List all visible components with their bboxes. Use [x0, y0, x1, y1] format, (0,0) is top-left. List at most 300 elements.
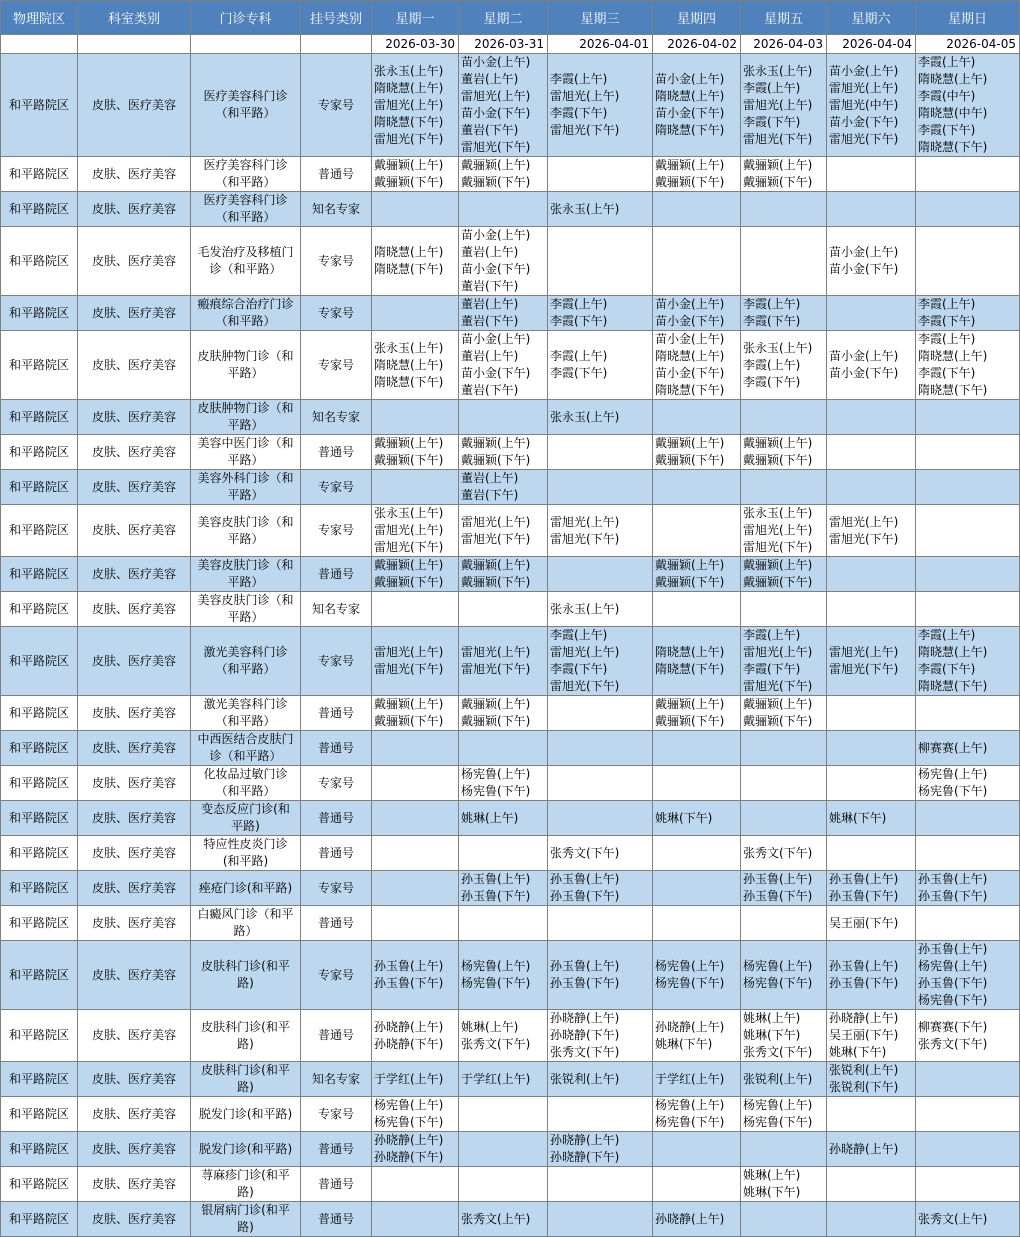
doctor-slot[interactable]: 李霞(下午) — [743, 114, 801, 129]
day-cell — [459, 836, 548, 871]
day-cell — [548, 836, 653, 871]
doctor-slot[interactable]: 张永玉(上午) — [374, 340, 444, 355]
doctor-slot[interactable]: 于学红(上午) — [374, 1071, 444, 1086]
day-cell — [459, 731, 548, 766]
doctor-slot[interactable]: 孙玉鲁(上午) — [550, 959, 620, 973]
doctor-slot[interactable]: 隋晓慧(下午) — [918, 383, 988, 397]
doctor-slot[interactable]: 戴骊颖(上午) — [461, 436, 531, 450]
doctor-slot[interactable]: 于学红(上午) — [461, 1071, 531, 1086]
day-cell — [827, 296, 916, 331]
doctor-slot[interactable]: 李霞(下午) — [550, 662, 608, 676]
specialty-line: 平路） — [227, 610, 264, 624]
doctor-slot[interactable]: 雷旭光(上午) — [461, 645, 531, 659]
doctor-slot[interactable]: 张永玉(上午) — [743, 506, 813, 520]
doctor-slot[interactable]: 雷旭光(上午) — [829, 80, 899, 95]
doctor-slot[interactable]: 董岩(上午) — [461, 349, 519, 363]
doctor-slot[interactable]: 李霞(上午) — [743, 628, 801, 642]
doctor-slot[interactable]: 雷旭光(下午) — [829, 531, 899, 546]
doctor-slot[interactable]: 孙晓静(上午) — [655, 1211, 725, 1226]
day-cell — [653, 331, 741, 400]
doctor-slot[interactable]: 苗小金(上午) — [461, 228, 531, 242]
doctor-slot[interactable]: 苗小金(上午) — [829, 245, 899, 259]
doctor-slot[interactable]: 隋晓慧(中午) — [918, 106, 988, 120]
doctor-slot[interactable]: 隋晓慧(下午) — [374, 262, 444, 276]
specialty-cell — [191, 227, 301, 296]
specialty-line: 诊（和平路） — [209, 262, 282, 276]
doctor-slot[interactable]: 杨宪鲁(上午) — [374, 1098, 444, 1112]
doctor-slot[interactable]: 李霞(下午) — [918, 662, 976, 676]
doctor-slot[interactable]: 张秀文(上午) — [918, 1211, 988, 1226]
dept-cell: 皮肤、医疗美容 — [78, 801, 191, 836]
doctor-slot[interactable]: 孙玉鲁(上午) — [550, 872, 620, 886]
doctor-slot[interactable]: 杨宪鲁(下午) — [743, 1115, 813, 1129]
reg-type-cell: 普通号 — [301, 801, 372, 836]
specialty-line: （和平路） — [215, 714, 276, 728]
doctor-slot[interactable]: 雷旭光(上午) — [829, 645, 899, 659]
doctor-slot[interactable]: 雷旭光(上午) — [550, 514, 620, 529]
doctor-slot[interactable]: 戴骊颖(下午) — [655, 175, 725, 189]
doctor-slot[interactable]: 苗小金(下午) — [655, 106, 725, 120]
doctor-slot[interactable]: 孙玉鲁(下午) — [374, 976, 444, 990]
day-cell — [372, 192, 459, 227]
doctor-slot[interactable]: 戴骊颖(下午) — [374, 175, 444, 189]
doctor-slot[interactable]: 杨宪鲁(下午) — [461, 976, 531, 990]
doctor-slot[interactable]: 孙晓静(下午) — [374, 1036, 444, 1051]
doctor-slot[interactable]: 雷旭光(下午) — [550, 123, 620, 137]
reg-type-cell: 普通号 — [301, 435, 372, 470]
doctor-slot[interactable]: 戴骊颖(下午) — [655, 453, 725, 467]
doctor-slot[interactable]: 李霞(上午) — [743, 80, 801, 95]
doctor-slot[interactable]: 杨宪鲁(下午) — [461, 784, 531, 798]
doctor-slot[interactable]: 戴骊颖(下午) — [461, 575, 531, 589]
doctor-slot[interactable]: 孙晓静(下午) — [550, 1150, 620, 1164]
day-cell — [459, 557, 548, 592]
doctor-slot[interactable]: 李霞(上午) — [550, 72, 608, 86]
day-cell — [741, 1097, 827, 1132]
doctor-slot[interactable]: 雷旭光(上午) — [829, 514, 899, 529]
doctor-slot[interactable]: 杨宪鲁(下午) — [918, 784, 988, 798]
doctor-slot[interactable]: 戴骊颖(下午) — [743, 714, 813, 728]
doctor-slot[interactable]: 戴骊颖(下午) — [461, 714, 531, 728]
doctor-slot[interactable]: 隋晓慧(下午) — [918, 679, 988, 693]
doctor-slot[interactable]: 孙玉鲁(上午) — [829, 959, 899, 973]
dept-cell: 皮肤、医疗美容 — [78, 331, 191, 400]
day-cell — [741, 192, 827, 227]
day-cell — [459, 871, 548, 906]
doctor-slot[interactable]: 戴骊颖(下午) — [374, 575, 444, 589]
doctor-slot[interactable]: 隋晓慧(下午) — [655, 383, 725, 397]
doctor-slot[interactable]: 隋晓慧(上午) — [374, 357, 444, 372]
doctor-slot[interactable]: 张永玉(上午) — [374, 506, 444, 520]
doctor-slot[interactable]: 张永玉(上午) — [550, 601, 620, 616]
day-cell — [827, 731, 916, 766]
doctor-slot[interactable]: 苗小金(上午) — [829, 349, 899, 363]
doctor-slot[interactable]: 董岩(下午) — [461, 488, 519, 502]
doctor-slot[interactable]: 隋晓慧(上午) — [374, 80, 444, 95]
doctor-slot[interactable]: 李霞(上午) — [918, 297, 976, 311]
doctor-slot[interactable]: 孙玉鲁(上午) — [743, 872, 813, 886]
campus-cell: 和平路院区 — [1, 592, 78, 627]
doctor-slot[interactable]: 隋晓慧(上午) — [918, 72, 988, 86]
doctor-slot[interactable]: 雷旭光(中午) — [829, 97, 899, 112]
doctor-slot[interactable]: 雷旭光(下午) — [743, 540, 813, 554]
doctor-slot[interactable]: 隋晓慧(上午) — [655, 349, 725, 363]
doctor-slot[interactable]: 董岩(下午) — [461, 314, 519, 328]
day-cell — [372, 627, 459, 696]
doctor-slot[interactable]: 张秀文(下午) — [550, 1045, 620, 1059]
doctor-slot[interactable]: 苗小金(下午) — [461, 106, 531, 120]
doctor-slot[interactable]: 戴骊颖(下午) — [743, 453, 813, 467]
doctor-slot[interactable]: 董岩(下午) — [461, 123, 519, 137]
doctor-slot[interactable]: 杨宪鲁(下午) — [374, 1115, 444, 1129]
table-row — [1, 941, 1020, 1010]
campus-cell: 和平路院区 — [1, 157, 78, 192]
day-cell — [741, 871, 827, 906]
doctor-slot[interactable]: 孙玉鲁(上午) — [918, 942, 988, 956]
day-cell — [548, 470, 653, 505]
doctor-slot[interactable]: 孙晓静(上午) — [829, 1141, 899, 1156]
day-cell — [653, 871, 741, 906]
doctor-slot[interactable]: 孙玉鲁(下午) — [461, 889, 531, 903]
doctor-slot[interactable]: 张秀文(下午) — [743, 845, 813, 860]
doctor-slot[interactable]: 姚琳(上午) — [743, 1168, 801, 1182]
campus-cell: 和平路院区 — [1, 1132, 78, 1167]
specialty-cell — [191, 871, 301, 906]
doctor-slot[interactable]: 孙玉鲁(下午) — [829, 976, 899, 990]
date-cell-empty — [1, 35, 78, 54]
doctor-slot[interactable]: 雷旭光(下午) — [374, 540, 444, 554]
doctor-slot[interactable]: 戴骊颖(上午) — [655, 558, 725, 572]
doctor-slot[interactable]: 董岩(下午) — [461, 383, 519, 397]
table-row — [1, 766, 1020, 801]
day-cell — [372, 1132, 459, 1167]
doctor-slot[interactable]: 李霞(下午) — [918, 314, 976, 328]
doctor-slot[interactable]: 李霞(下午) — [550, 106, 608, 120]
doctor-slot[interactable]: 李霞(上午) — [918, 332, 976, 346]
day-cell — [916, 296, 1020, 331]
doctor-slot[interactable]: 雷旭光(下午) — [461, 531, 531, 546]
doctor-slot[interactable]: 孙晓静(上午) — [550, 1133, 620, 1147]
doctor-slot[interactable]: 隋晓慧(上午) — [655, 89, 725, 103]
table-row — [1, 801, 1020, 836]
doctor-slot[interactable]: 戴骊颖(上午) — [374, 697, 444, 711]
doctor-slot[interactable]: 戴骊颖(下午) — [461, 453, 531, 467]
doctor-slot[interactable]: 孙玉鲁(上午) — [374, 959, 444, 973]
specialty-cell — [191, 331, 301, 400]
day-cell — [459, 470, 548, 505]
doctor-slot[interactable]: 戴骊颖(下午) — [743, 175, 813, 189]
table-row — [1, 192, 1020, 227]
day-cell — [653, 557, 741, 592]
doctor-slot[interactable]: 戴骊颖(上午) — [743, 158, 813, 172]
doctor-slot[interactable]: 杨宪鲁(下午) — [743, 976, 813, 990]
doctor-slot[interactable]: 杨宪鲁(上午) — [918, 959, 988, 973]
doctor-slot[interactable]: 姚琳(上午) — [461, 810, 519, 825]
day-cell — [548, 435, 653, 470]
doctor-slot[interactable]: 张永玉(上午) — [550, 409, 620, 424]
doctor-slot[interactable]: 姚琳(下午) — [655, 1036, 713, 1051]
doctor-slot[interactable]: 孙玉鲁(下午) — [743, 889, 813, 903]
dept-cell: 皮肤、医疗美容 — [78, 54, 191, 157]
doctor-slot[interactable]: 孙晓静(上午) — [655, 1019, 725, 1034]
doctor-slot[interactable]: 张永玉(上午) — [743, 340, 813, 355]
doctor-slot[interactable]: 苗小金(上午) — [461, 55, 531, 69]
doctor-slot[interactable]: 隋晓慧(上午) — [374, 245, 444, 259]
day-cell — [827, 331, 916, 400]
doctor-slot[interactable]: 戴骊颖(上午) — [743, 697, 813, 711]
doctor-slot[interactable]: 苗小金(下午) — [829, 366, 899, 380]
doctor-slot[interactable]: 隋晓慧(下午) — [655, 662, 725, 676]
doctor-slot[interactable]: 苗小金(下午) — [655, 314, 725, 328]
doctor-slot[interactable]: 雷旭光(下午) — [550, 679, 620, 693]
table-row — [1, 906, 1020, 941]
doctor-slot[interactable]: 隋晓慧(上午) — [918, 645, 988, 659]
doctor-slot[interactable]: 姚琳(下午) — [655, 810, 713, 825]
doctor-slot[interactable]: 隋晓慧(下午) — [918, 140, 988, 154]
specialty-cell — [191, 192, 301, 227]
campus-cell: 和平路院区 — [1, 557, 78, 592]
doctor-slot[interactable]: 张秀文(下午) — [743, 1045, 813, 1059]
doctor-slot[interactable]: 戴骊颖(上午) — [743, 436, 813, 450]
doctor-slot[interactable]: 雷旭光(下午) — [374, 131, 444, 146]
doctor-slot[interactable]: 戴骊颖(上午) — [655, 436, 725, 450]
day-cell — [916, 1097, 1020, 1132]
reg-type-cell: 专家号 — [301, 296, 372, 331]
doctor-slot[interactable]: 戴骊颖(上午) — [655, 697, 725, 711]
doctor-slot[interactable]: 戴骊颖(上午) — [461, 697, 531, 711]
doctor-slot[interactable]: 张永玉(上午) — [743, 63, 813, 78]
doctor-slot[interactable]: 杨宪鲁(下午) — [918, 993, 988, 1007]
doctor-slot[interactable]: 杨宪鲁(上午) — [743, 1098, 813, 1112]
doctor-slot[interactable]: 戴骊颖(上午) — [743, 558, 813, 572]
doctor-slot[interactable]: 雷旭光(下午) — [461, 662, 531, 676]
day-cell — [459, 296, 548, 331]
doctor-slot[interactable]: 李霞(中午) — [918, 89, 976, 103]
doctor-slot[interactable]: 孙晓静(上午) — [374, 1019, 444, 1034]
day-cell — [372, 435, 459, 470]
doctor-slot[interactable]: 张锐利(上午) — [743, 1071, 813, 1086]
doctor-slot[interactable]: 董岩(上午) — [461, 297, 519, 311]
doctor-slot[interactable]: 李霞(下午) — [743, 374, 801, 389]
doctor-slot[interactable]: 姚琳(上午) — [743, 1011, 801, 1025]
doctor-slot[interactable]: 杨宪鲁(上午) — [743, 959, 813, 973]
doctor-slot[interactable]: 苗小金(下午) — [461, 366, 531, 380]
doctor-slot[interactable]: 杨宪鲁(下午) — [655, 976, 725, 990]
doctor-slot[interactable]: 戴骊颖(下午) — [655, 575, 725, 589]
specialty-line: 路) — [237, 1036, 254, 1051]
doctor-slot[interactable]: 苗小金(上午) — [829, 63, 899, 78]
table-row — [1, 1062, 1020, 1097]
doctor-slot[interactable]: 姚琳(上午) — [461, 1019, 519, 1034]
doctor-slot[interactable]: 姚琳(下午) — [743, 1185, 801, 1199]
doctor-slot[interactable]: 孙玉鲁(上午) — [918, 872, 988, 886]
day-cell — [459, 435, 548, 470]
day-cell — [459, 1132, 548, 1167]
doctor-slot[interactable]: 杨宪鲁(上午) — [461, 959, 531, 973]
doctor-slot[interactable]: 李霞(上午) — [550, 628, 608, 642]
doctor-slot[interactable]: 张秀文(下午) — [550, 845, 620, 860]
doctor-slot[interactable]: 雷旭光(上午) — [461, 514, 531, 529]
doctor-slot[interactable]: 苗小金(下午) — [829, 262, 899, 276]
doctor-slot[interactable]: 李霞(上午) — [550, 349, 608, 363]
doctor-slot[interactable]: 苗小金(上午) — [655, 72, 725, 86]
doctor-slot[interactable]: 雷旭光(下午) — [743, 131, 813, 146]
doctor-slot[interactable]: 李霞(上午) — [550, 297, 608, 311]
doctor-slot[interactable]: 于学红(上午) — [655, 1071, 725, 1086]
doctor-slot[interactable]: 雷旭光(上午) — [374, 645, 444, 659]
table-row — [1, 627, 1020, 696]
doctor-slot[interactable]: 戴骊颖(上午) — [461, 558, 531, 572]
doctor-slot[interactable]: 戴骊颖(下午) — [743, 575, 813, 589]
doctor-slot[interactable]: 雷旭光(上午) — [743, 523, 813, 537]
day-cell — [741, 470, 827, 505]
doctor-slot[interactable]: 孙玉鲁(下午) — [918, 976, 988, 990]
doctor-slot[interactable]: 雷旭光(上午) — [461, 89, 531, 103]
doctor-slot[interactable]: 董岩(上午) — [461, 245, 519, 259]
doctor-slot[interactable]: 戴骊颖(下午) — [655, 714, 725, 728]
doctor-slot[interactable]: 李霞(下午) — [743, 662, 801, 676]
doctor-slot[interactable]: 雷旭光(上午) — [374, 523, 444, 537]
specialty-line: (和平路) — [222, 854, 269, 868]
doctor-slot[interactable]: 杨宪鲁(上午) — [655, 959, 725, 973]
doctor-slot[interactable]: 戴骊颖(上午) — [374, 158, 444, 172]
doctor-slot[interactable]: 戴骊颖(上午) — [655, 158, 725, 172]
doctor-slot[interactable]: 张锐利(上午) — [829, 1063, 899, 1077]
doctor-slot[interactable]: 戴骊颖(上午) — [461, 158, 531, 172]
doctor-slot[interactable]: 雷旭光(下午) — [550, 531, 620, 546]
doctor-slot[interactable]: 雷旭光(下午) — [829, 662, 899, 676]
doctor-slot[interactable]: 李霞(下午) — [918, 366, 976, 380]
reg-type-cell: 普通号 — [301, 731, 372, 766]
doctor-slot[interactable]: 孙晓静(下午) — [550, 1028, 620, 1042]
doctor-slot[interactable]: 张永玉(上午) — [374, 63, 444, 78]
doctor-slot[interactable]: 杨宪鲁(上午) — [655, 1098, 725, 1112]
doctor-slot[interactable]: 孙玉鲁(下午) — [550, 889, 620, 903]
day-cell — [372, 157, 459, 192]
specialty-cell — [191, 1132, 301, 1167]
day-cell — [548, 157, 653, 192]
doctor-slot[interactable]: 苗小金(上午) — [461, 332, 531, 346]
doctor-slot[interactable]: 苗小金(下午) — [655, 366, 725, 380]
doctor-slot[interactable]: 雷旭光(上午) — [550, 89, 620, 103]
doctor-slot[interactable]: 张秀文(下午) — [461, 1036, 531, 1051]
doctor-slot[interactable]: 雷旭光(下午) — [461, 140, 531, 154]
reg-type-cell: 专家号 — [301, 766, 372, 801]
doctor-slot[interactable]: 柳赛赛(下午) — [918, 1019, 988, 1034]
doctor-slot[interactable]: 隋晓慧(下午) — [655, 123, 725, 137]
doctor-slot[interactable]: 孙晓静(下午) — [374, 1150, 444, 1164]
doctor-slot[interactable]: 杨宪鲁(上午) — [461, 767, 531, 781]
day-cell — [916, 557, 1020, 592]
doctor-slot[interactable]: 隋晓慧(下午) — [374, 114, 444, 129]
doctor-slot[interactable]: 李霞(上午) — [918, 628, 976, 642]
doctor-slot[interactable]: 董岩(下午) — [461, 279, 519, 293]
doctor-slot[interactable]: 李霞(上午) — [743, 357, 801, 372]
day-cell — [653, 801, 741, 836]
day-cell — [916, 435, 1020, 470]
specialty-line: 医疗美容科门诊 — [203, 193, 288, 207]
doctor-slot[interactable]: 李霞(下午) — [550, 366, 608, 380]
specialty-line: （和平路） — [215, 106, 276, 120]
doctor-slot[interactable]: 雷旭光(上午) — [743, 645, 813, 659]
doctor-slot[interactable]: 雷旭光(下午) — [829, 131, 899, 146]
doctor-slot[interactable]: 苗小金(上午) — [655, 297, 725, 311]
doctor-slot[interactable]: 孙玉鲁(下午) — [829, 889, 899, 903]
doctor-slot[interactable]: 戴骊颖(下午) — [374, 453, 444, 467]
doctor-slot[interactable]: 孙玉鲁(下午) — [918, 889, 988, 903]
doctor-slot[interactable]: 孙晓静(上午) — [829, 1011, 899, 1025]
doctor-slot[interactable]: 杨宪鲁(上午) — [918, 767, 988, 781]
doctor-slot[interactable]: 苗小金(下午) — [829, 114, 899, 129]
day-cell — [827, 505, 916, 557]
doctor-slot[interactable]: 李霞(下午) — [918, 123, 976, 137]
doctor-slot[interactable]: 张锐利(上午) — [550, 1071, 620, 1086]
doctor-slot[interactable]: 吴王丽(下午) — [829, 915, 899, 930]
day-cell — [653, 906, 741, 941]
day-cell — [372, 941, 459, 1010]
doctor-slot[interactable]: 隋晓慧(上午) — [918, 349, 988, 363]
doctor-slot[interactable]: 孙晓静(上午) — [374, 1133, 444, 1147]
doctor-slot[interactable]: 董岩(上午) — [461, 72, 519, 86]
doctor-slot[interactable]: 张秀文(下午) — [918, 1036, 988, 1051]
day-cell — [916, 766, 1020, 801]
doctor-slot[interactable]: 戴骊颖(上午) — [374, 558, 444, 572]
doctor-slot[interactable]: 苗小金(下午) — [461, 262, 531, 276]
doctor-slot[interactable]: 雷旭光(上午) — [743, 97, 813, 112]
doctor-slot[interactable]: 孙晓静(上午) — [550, 1011, 620, 1025]
doctor-slot[interactable]: 雷旭光(下午) — [374, 662, 444, 676]
day-cell — [548, 227, 653, 296]
doctor-slot[interactable]: 董岩(上午) — [461, 471, 519, 485]
day-cell — [653, 627, 741, 696]
doctor-slot[interactable]: 戴骊颖(下午) — [374, 714, 444, 728]
doctor-slot[interactable]: 李霞(下午) — [550, 314, 608, 328]
specialty-cell — [191, 627, 301, 696]
doctor-slot[interactable]: 张锐利(下午) — [829, 1080, 899, 1094]
doctor-slot[interactable]: 隋晓慧(下午) — [374, 374, 444, 389]
doctor-slot[interactable]: 李霞(下午) — [743, 314, 801, 328]
doctor-slot[interactable]: 戴骊颖(下午) — [461, 175, 531, 189]
day-cell — [827, 906, 916, 941]
doctor-slot[interactable]: 张永玉(上午) — [550, 201, 620, 216]
doctor-slot[interactable]: 雷旭光(上午) — [550, 645, 620, 659]
campus-cell: 和平路院区 — [1, 296, 78, 331]
doctor-slot[interactable]: 吴王丽(下午) — [829, 1028, 899, 1042]
specialty-line: 路) — [237, 976, 254, 990]
table-row — [1, 296, 1020, 331]
doctor-slot[interactable]: 孙玉鲁(上午) — [829, 872, 899, 886]
doctor-slot[interactable]: 孙玉鲁(下午) — [550, 976, 620, 990]
doctor-slot[interactable]: 雷旭光(下午) — [743, 679, 813, 693]
doctor-slot[interactable]: 雷旭光(上午) — [374, 97, 444, 112]
doctor-slot[interactable]: 姚琳(下午) — [743, 1028, 801, 1042]
day-cell — [548, 871, 653, 906]
doctor-slot[interactable]: 姚琳(下午) — [829, 1045, 887, 1059]
doctor-slot[interactable]: 张秀文(上午) — [461, 1211, 531, 1226]
doctor-slot[interactable]: 李霞(上午) — [918, 55, 976, 69]
reg-type-cell: 知名专家 — [301, 192, 372, 227]
doctor-slot[interactable]: 戴骊颖(上午) — [374, 436, 444, 450]
doctor-slot[interactable]: 杨宪鲁(下午) — [655, 1115, 725, 1129]
doctor-slot[interactable]: 李霞(上午) — [743, 297, 801, 311]
doctor-slot[interactable]: 苗小金(上午) — [655, 332, 725, 346]
doctor-slot[interactable]: 孙玉鲁(上午) — [461, 872, 531, 886]
doctor-slot[interactable]: 隋晓慧(上午) — [655, 645, 725, 659]
specialty-line: 平路） — [227, 531, 264, 546]
doctor-slot[interactable]: 姚琳(下午) — [829, 810, 887, 825]
day-cell — [916, 227, 1020, 296]
doctor-slot[interactable]: 柳赛赛(上午) — [918, 740, 988, 755]
